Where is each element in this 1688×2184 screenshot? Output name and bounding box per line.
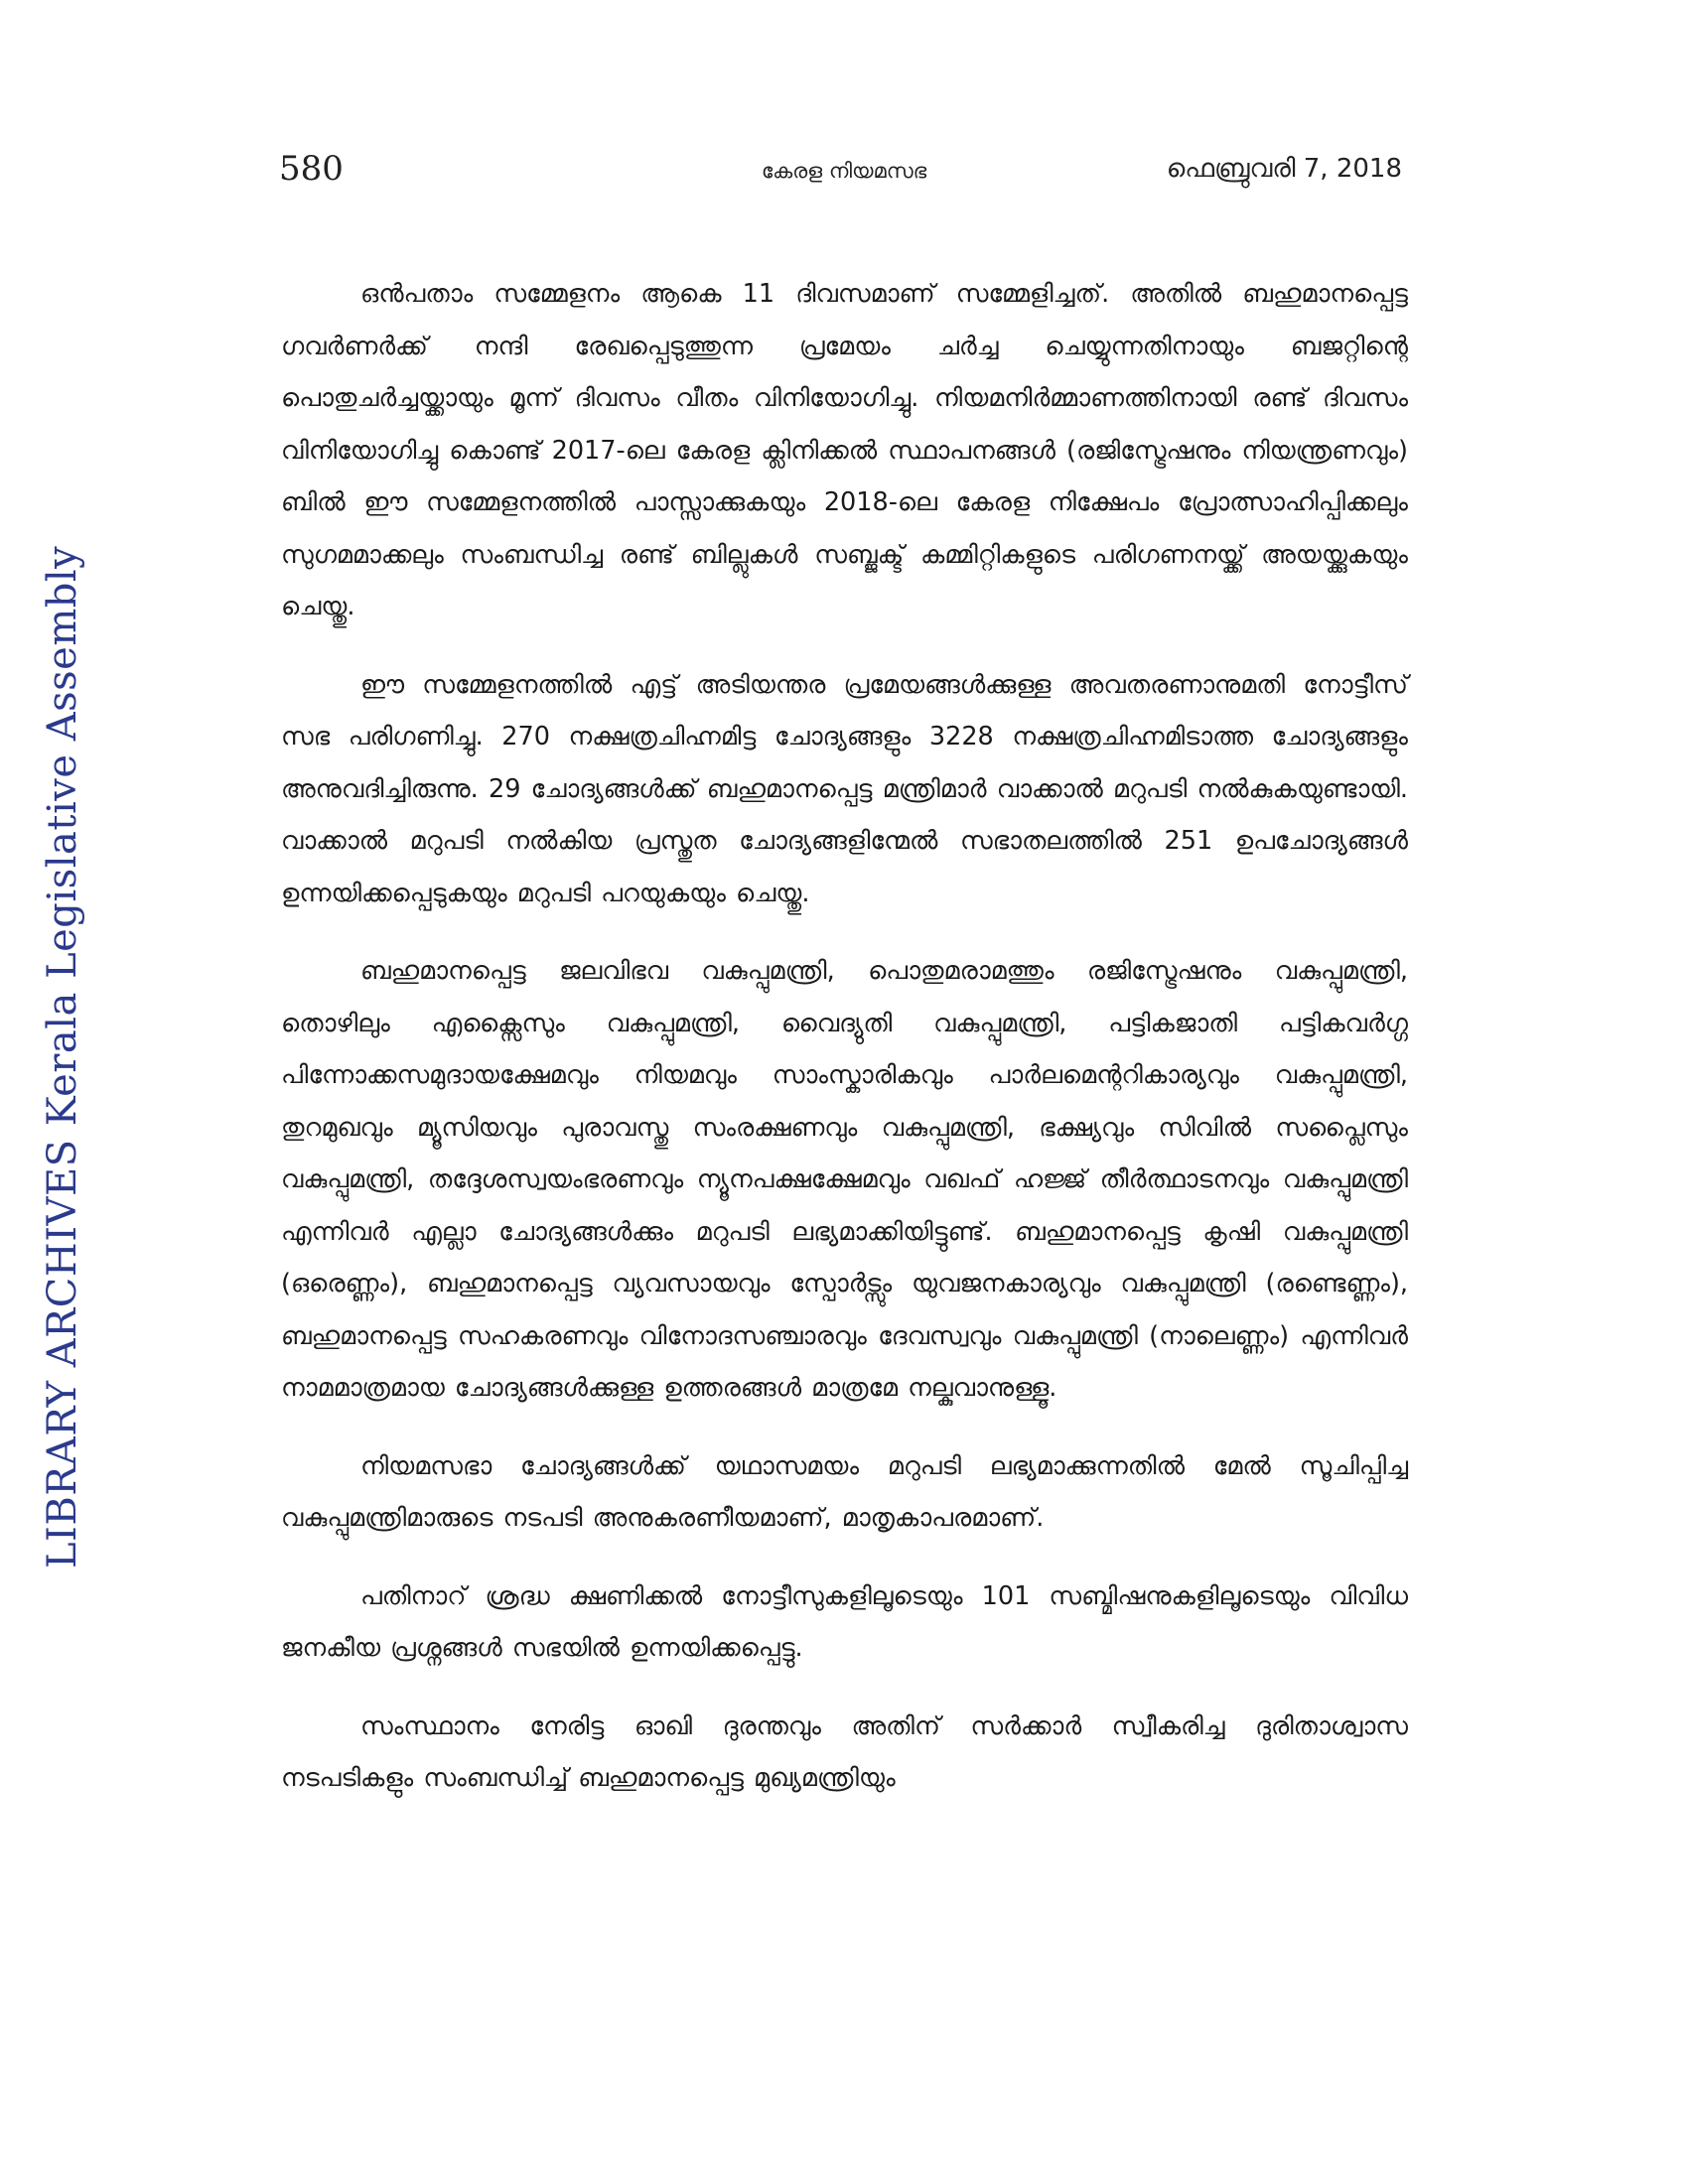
paragraph-session-summary: ഒൻപതാം സമ്മേളനം ആകെ 11 ദിവസമാണ് സമ്മേളിച്ചത്. അതിൽ ബഹുമാനപ്പെട്ട ഗവർണർക്ക് നന്ദി രേഖപ്പെടുത്തുന്ന പ്രമേയം ചർച്ച ചെയ്യുന്നതിനായും ബജറ്റിന്റെ പൊതുചർച്ചയ്ക്കായും മൂന്ന് ദിവസം വീതം വിനിയോഗിച്ചു. നിയമനിർമ്മാണത്തിനായി രണ്ട് ദിവസം വിനിയോഗിച്ചു കൊണ്ട് 2017-ലെ കേരള ക്ലിനിക്കൽ സ്ഥാപനങ്ങൾ (രജിസ്ട്രേഷനും നിയന്ത്രണവും) ബിൽ ഈ സമ്മേളനത്തിൽ പാസ്സാക്കുകയും 2018-ലെ കേരള നിക്ഷേപം പ്രോത്സാഹിപ്പിക്കലും സുഗമമാക്കലും സംബന്ധിച്ച രണ്ട് ബില്ലുകൾ സബ്ജക്ട് കമ്മിറ്റികളുടെ പരിഗണനയ്ക്ക് അയയ്ക്കുകയും ചെയ്തു. (281, 279, 1408, 621)
paragraph-submissions: പതിനാറ് ശ്രദ്ധ ക്ഷണിക്കൽ നോട്ടീസുകളിലൂടെയും 101 സബ്മിഷനുകളിലൂടെയും വിവിധ ജനകീയ പ്രശ്നങ്ങൾ സഭയിൽ ഉന്നയിക്കപ്പെട്ടു. (281, 1580, 1408, 1663)
paragraph-questions: ഈ സമ്മേളനത്തിൽ എട്ട് അടിയന്തര പ്രമേയങ്ങൾക്കുള്ള അവതരണാനുമതി നോട്ടീസ് സഭ പരിഗണിച്ചു. 270 നക്ഷത്രചിഹ്നമിട്ട ചോദ്യങ്ങളും 3228 നക്ഷത്രചിഹ്നമിടാത്ത ചോദ്യങ്ങളും അനുവദിച്ചിരുന്നു. 29 ചോദ്യങ്ങൾക്ക് ബഹുമാനപ്പെട്ട മന്ത്രിമാർ വാക്കാൽ മറുപടി നൽകുകയുണ്ടായി. വാക്കാൽ മറുപടി നൽകിയ പ്രസ്തുത ചോദ്യങ്ങളിന്മേൽ സഭാതലത്തിൽ 251 ഉപചോദ്യങ്ങൾ ഉന്നയിക്കപ്പെടുകയും മറുപടി പറയുകയും ചെയ്തു. (281, 669, 1408, 908)
body-text (281, 268, 1408, 1831)
running-title: കേരള നിയമസഭ (761, 159, 927, 183)
page-number: 580 (279, 149, 344, 189)
paragraph-ministers-answers: ബഹുമാനപ്പെട്ട ജലവിഭവ വകുപ്പുമന്ത്രി, പൊതുമരാമത്തും രജിസ്ട്രേഷനും വകുപ്പുമന്ത്രി, തൊഴിലും എക്സൈസും വകുപ്പുമന്ത്രി, വൈദ്യുതി വകുപ്പുമന്ത്രി, പട്ടികജാതി പട്ടികവർഗ്ഗ പിന്നോക്കസമുദായക്ഷേമവും നിയമവും സാംസ്കാരികവും പാർലമെന്ററികാര്യവും വകുപ്പുമന്ത്രി, തുറമുഖവും മ്യൂസിയവും പുരാവസ്തു സംരക്ഷണവും വകുപ്പുമന്ത്രി, ഭക്ഷ്യവും സിവിൽ സപ്ലൈസും വകുപ്പുമന്ത്രി, തദ്ദേശസ്വയംഭരണവും ന്യൂനപക്ഷക്ഷേമവും വഖഫ് ഹജ്ജ് തീർത്ഥാടനവും വകുപ്പുമന്ത്രി എന്നിവർ എല്ലാ ചോദ്യങ്ങൾക്കും മറുപടി ലഭ്യമാക്കിയിട്ടുണ്ട്. ബഹുമാനപ്പെട്ട കൃഷി വകുപ്പുമന്ത്രി (ഒരെണ്ണം), ബഹുമാനപ്പെട്ട വ്യവസായവും സ്പോർട്സും യുവജനകാര്യവും വകുപ്പുമന്ത്രി (രണ്ടെണ്ണം), ബഹുമാനപ്പെട്ട സഹകരണവും വിനോദസഞ്ചാരവും ദേവസ്വവും വകുപ്പുമന്ത്രി (നാലെണ്ണം) എന്നിവർ നാമമാത്രമായ ചോദ്യങ്ങൾക്കുള്ള ഉത്തരങ്ങൾ മാത്രമേ നല്കുവാനുള്ളൂ. (281, 956, 1408, 1403)
archive-watermark: LIBRARY ARCHIVES Kerala Legislative Assembly (40, 545, 85, 1569)
paragraph-exemplary: നിയമസഭാ ചോദ്യങ്ങൾക്ക് യഥാസമയം മറുപടി ലഭ്യമാക്കുന്നതിൽ മേൽ സൂചിപ്പിച്ച വകുപ്പുമന്ത്രിമാരുടെ നടപടി അനുകരണീയമാണ്, മാതൃകാപരമാണ്. (281, 1450, 1408, 1533)
paragraph-ockhi: സംസ്ഥാനം നേരിട്ട ഓഖി ദുരന്തവും അതിന് സർക്കാർ സ്വീകരിച്ച ദുരിതാശ്വാസ നടപടികളും സംബന്ധിച്ച് ബഹുമാനപ്പെട്ട മുഖ്യമന്ത്രിയും (281, 1710, 1408, 1793)
running-date: ഫെബ്രുവരി 7, 2018 (1166, 154, 1402, 184)
